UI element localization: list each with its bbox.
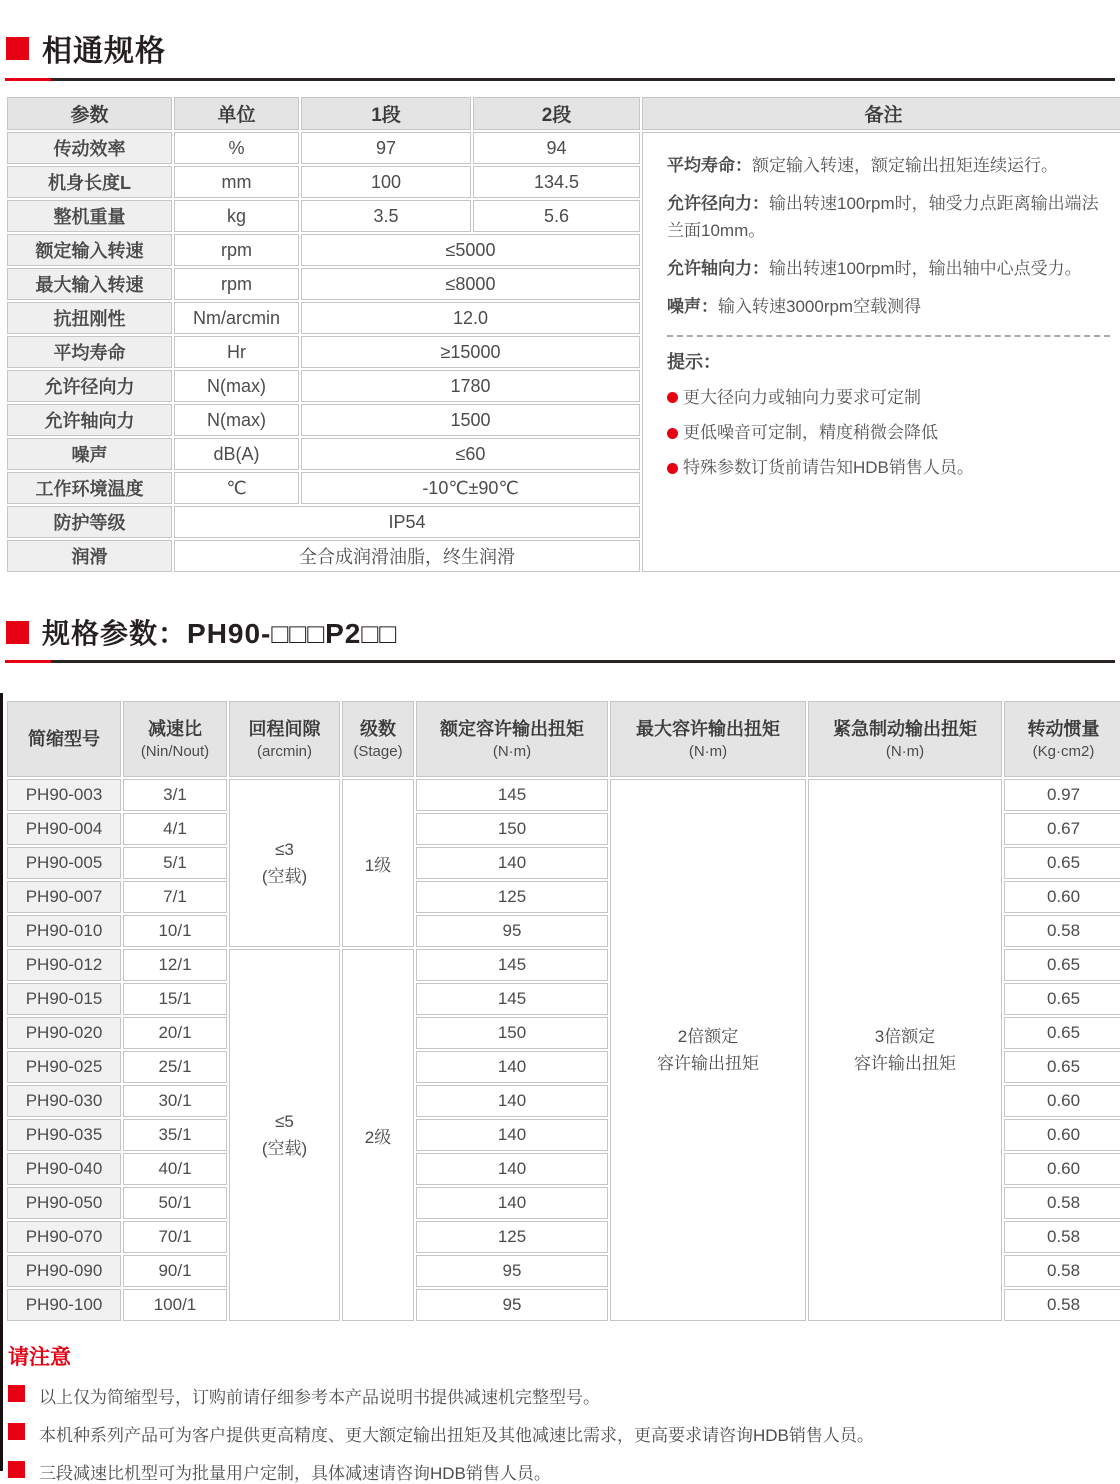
model-cell: PH90-003 (7, 779, 121, 811)
section2-title: 规格参数：PH90-□□□P2□□ (42, 618, 398, 649)
inertia-cell: 0.58 (1004, 1221, 1120, 1253)
model-cell: PH90-004 (7, 813, 121, 845)
note-paragraph: 平均寿命：额定输入转速，额定输出扭矩连续运行。 (667, 156, 1058, 175)
inertia-cell: 0.67 (1004, 813, 1120, 845)
ratio-cell: 12/1 (123, 949, 227, 981)
inertia-cell: 0.58 (1004, 915, 1120, 947)
param-label: 机身长度L (7, 166, 172, 198)
inertia-cell: 0.97 (1004, 779, 1120, 811)
model-cell: PH90-090 (7, 1255, 121, 1287)
ratio-cell: 35/1 (123, 1119, 227, 1151)
inertia-cell: 0.65 (1004, 983, 1120, 1015)
footer-note-item: 本机种系列产品可为客户提供更高精度、更大额定输出扭矩及其他减速比需求，更高要求请咨询HDB销售人员。 (8, 1421, 1115, 1446)
table-header-row (7, 97, 1120, 130)
rated-torque-cell: 125 (416, 1221, 608, 1253)
param-label: 润滑 (7, 540, 172, 572)
model-cell: PH90-005 (7, 847, 121, 879)
stage-group1-cell: 1级 (342, 779, 414, 947)
param-unit: N(max) (174, 370, 299, 402)
table-row (7, 132, 1120, 164)
inertia-cell: 0.58 (1004, 1187, 1120, 1219)
rated-torque-cell: 140 (416, 847, 608, 879)
notes-panel (642, 132, 1120, 572)
ratio-cell: 3/1 (123, 779, 227, 811)
param-unit: rpm (174, 268, 299, 300)
rated-torque-cell: 95 (416, 915, 608, 947)
inertia-cell: 0.60 (1004, 881, 1120, 913)
rated-torque-cell: 140 (416, 1119, 608, 1151)
max-torque-merged-cell: 2倍额定 容许输出扭矩 (610, 779, 806, 1321)
common-spec-table (5, 95, 1120, 574)
note-paragraph: 允许径向力：输出转速100rpm时，轴受力点距离输出端法兰面10mm。 (667, 194, 1099, 240)
red-square-bullet-icon (6, 621, 29, 644)
param-label: 额定输入转速 (7, 234, 172, 266)
param-value-full: 全合成润滑油脂，终生润滑 (174, 540, 640, 572)
red-square-bullet-icon (6, 37, 29, 60)
param-label: 防护等级 (7, 506, 172, 538)
param-value-full: IP54 (174, 506, 640, 538)
param-value-span: ≤8000 (301, 268, 640, 300)
model-cell: PH90-007 (7, 881, 121, 913)
param-unit: % (174, 132, 299, 164)
param-value-s2: 134.5 (473, 166, 640, 198)
model-cell: PH90-035 (7, 1119, 121, 1151)
param-label: 工作环境温度 (7, 472, 172, 504)
inertia-cell: 0.60 (1004, 1085, 1120, 1117)
param-value-s2: 5.6 (473, 200, 640, 232)
rated-torque-cell: 140 (416, 1085, 608, 1117)
dashed-divider (667, 335, 1110, 337)
tip-item: 更大径向力或轴向力要求可定制 (667, 385, 1110, 411)
inertia-cell: 0.65 (1004, 1017, 1120, 1049)
inertia-cell: 0.65 (1004, 847, 1120, 879)
col-header-param: 参数 (7, 97, 172, 130)
param-value-span: ≤5000 (301, 234, 640, 266)
param-value-s1: 100 (301, 166, 471, 198)
param-value-s2: 94 (473, 132, 640, 164)
notes-body (667, 153, 1110, 482)
model-cell: PH90-100 (7, 1289, 121, 1321)
stage-group2-cell: 2级 (342, 949, 414, 1321)
col-header-stage1: 1段 (301, 97, 471, 130)
ratio-cell: 100/1 (123, 1289, 227, 1321)
param-label: 允许径向力 (7, 370, 172, 402)
col-header-notes: 备注 (642, 97, 1120, 130)
ratio-cell: 25/1 (123, 1051, 227, 1083)
bullet-dot-icon (667, 428, 678, 439)
footer-title: 请注意 (8, 1346, 71, 1369)
footer-note-item: 以上仅为简缩型号，订购前请仔细参考本产品说明书提供减速机完整型号。 (8, 1383, 1115, 1408)
col-header-ratio: 减速比 (Nin/Nout) (123, 701, 227, 777)
inertia-cell: 0.58 (1004, 1255, 1120, 1287)
rated-torque-cell: 140 (416, 1051, 608, 1083)
rated-torque-cell: 140 (416, 1153, 608, 1185)
param-label: 最大输入转速 (7, 268, 172, 300)
model-cell: PH90-012 (7, 949, 121, 981)
model-cell: PH90-025 (7, 1051, 121, 1083)
col-header-model: 简缩型号 (7, 701, 121, 777)
param-value-span: ≥15000 (301, 336, 640, 368)
param-value-span: 1500 (301, 404, 640, 436)
footer-note-item: 三段减速比机型可为批量用户定制，具体减速请咨询HDB销售人员。 (8, 1459, 1115, 1484)
ratio-cell: 70/1 (123, 1221, 227, 1253)
red-square-bullet-icon (8, 1423, 25, 1440)
param-unit: Hr (174, 336, 299, 368)
section2-title-row (6, 612, 1115, 652)
ratio-cell: 50/1 (123, 1187, 227, 1219)
tip-item: 特殊参数订货前请告知HDB销售人员。 (667, 455, 1110, 481)
model-cell: PH90-030 (7, 1085, 121, 1117)
param-unit: ℃ (174, 472, 299, 504)
note-paragraph: 噪声：输入转速3000rpm空载测得 (667, 297, 922, 317)
col-header-stage2: 2段 (473, 97, 640, 130)
table-row (7, 779, 1120, 811)
param-label: 噪声 (7, 438, 172, 470)
col-header-unit: 单位 (174, 97, 299, 130)
bullet-dot-icon (667, 392, 678, 403)
footer-notes (5, 1341, 1115, 1484)
model-cell: PH90-015 (7, 983, 121, 1015)
backlash-group2-cell: ≤5 (空载) (229, 949, 340, 1321)
inertia-cell: 0.58 (1004, 1289, 1120, 1321)
model-cell: PH90-040 (7, 1153, 121, 1185)
param-value-span: 1780 (301, 370, 640, 402)
col-header-stage: 级数 (Stage) (342, 701, 414, 777)
rated-torque-cell: 150 (416, 1017, 608, 1049)
backlash-group1-cell: ≤3 (空载) (229, 779, 340, 947)
note-paragraph: 允许轴向力：输出转速100rpm时，输出轴中心点受力。 (667, 259, 1082, 279)
rated-torque-cell: 150 (416, 813, 608, 845)
ratio-cell: 30/1 (123, 1085, 227, 1117)
section1-underline (5, 78, 1115, 81)
red-square-bullet-icon (8, 1461, 25, 1478)
param-value-span: -10℃±90℃ (301, 472, 640, 504)
param-label: 传动效率 (7, 132, 172, 164)
rated-torque-cell: 145 (416, 779, 608, 811)
inertia-cell: 0.65 (1004, 949, 1120, 981)
inertia-cell: 0.60 (1004, 1153, 1120, 1185)
rated-torque-cell: 125 (416, 881, 608, 913)
model-cell: PH90-020 (7, 1017, 121, 1049)
rated-torque-cell: 145 (416, 949, 608, 981)
section2-underline (5, 660, 1115, 663)
model-cell: PH90-070 (7, 1221, 121, 1253)
inertia-cell: 0.60 (1004, 1119, 1120, 1151)
ratio-cell: 90/1 (123, 1255, 227, 1287)
ratio-cell: 15/1 (123, 983, 227, 1015)
col-header-inertia: 转动惯量 (Kg·cm2) (1004, 701, 1120, 777)
col-header-brake-torque: 紧急制动输出扭矩 (N·m) (808, 701, 1002, 777)
param-unit: rpm (174, 234, 299, 266)
ratio-cell: 10/1 (123, 915, 227, 947)
param-label: 平均寿命 (7, 336, 172, 368)
param-unit: N(max) (174, 404, 299, 436)
param-unit: dB(A) (174, 438, 299, 470)
param-value-span: ≤60 (301, 438, 640, 470)
red-square-bullet-icon (8, 1385, 25, 1402)
rated-torque-cell: 95 (416, 1255, 608, 1287)
param-unit: kg (174, 200, 299, 232)
section1-title-row (6, 26, 1115, 70)
section1-title: 相通规格 (42, 35, 166, 68)
ratio-cell: 7/1 (123, 881, 227, 913)
param-unit: mm (174, 166, 299, 198)
model-cell: PH90-010 (7, 915, 121, 947)
model-spec-table (5, 699, 1120, 1323)
rated-torque-cell: 95 (416, 1289, 608, 1321)
ratio-cell: 20/1 (123, 1017, 227, 1049)
rated-torque-cell: 140 (416, 1187, 608, 1219)
param-value-s1: 3.5 (301, 200, 471, 232)
col-header-max-torque: 最大容许输出扭矩 (N·m) (610, 701, 806, 777)
brake-torque-merged-cell: 3倍额定 容许输出扭矩 (808, 779, 1002, 1321)
param-value-span: 12.0 (301, 302, 640, 334)
ratio-cell: 5/1 (123, 847, 227, 879)
tip-item: 更低噪音可定制，精度稍微会降低 (667, 420, 1110, 446)
param-label: 整机重量 (7, 200, 172, 232)
param-value-s1: 97 (301, 132, 471, 164)
col-header-rated-torque: 额定容许输出扭矩 (N·m) (416, 701, 608, 777)
param-unit: Nm/arcmin (174, 302, 299, 334)
inertia-cell: 0.65 (1004, 1051, 1120, 1083)
param-label: 允许轴向力 (7, 404, 172, 436)
tips-title: 提示： (667, 351, 721, 372)
col-header-backlash: 回程间隙 (arcmin) (229, 701, 340, 777)
bullet-dot-icon (667, 463, 678, 474)
table-header-row (7, 701, 1120, 777)
page-left-edge (0, 693, 3, 1471)
param-label: 抗扭刚性 (7, 302, 172, 334)
model-cell: PH90-050 (7, 1187, 121, 1219)
ratio-cell: 4/1 (123, 813, 227, 845)
ratio-cell: 40/1 (123, 1153, 227, 1185)
rated-torque-cell: 145 (416, 983, 608, 1015)
model-code: PH90-□□□P2□□ (187, 618, 398, 649)
